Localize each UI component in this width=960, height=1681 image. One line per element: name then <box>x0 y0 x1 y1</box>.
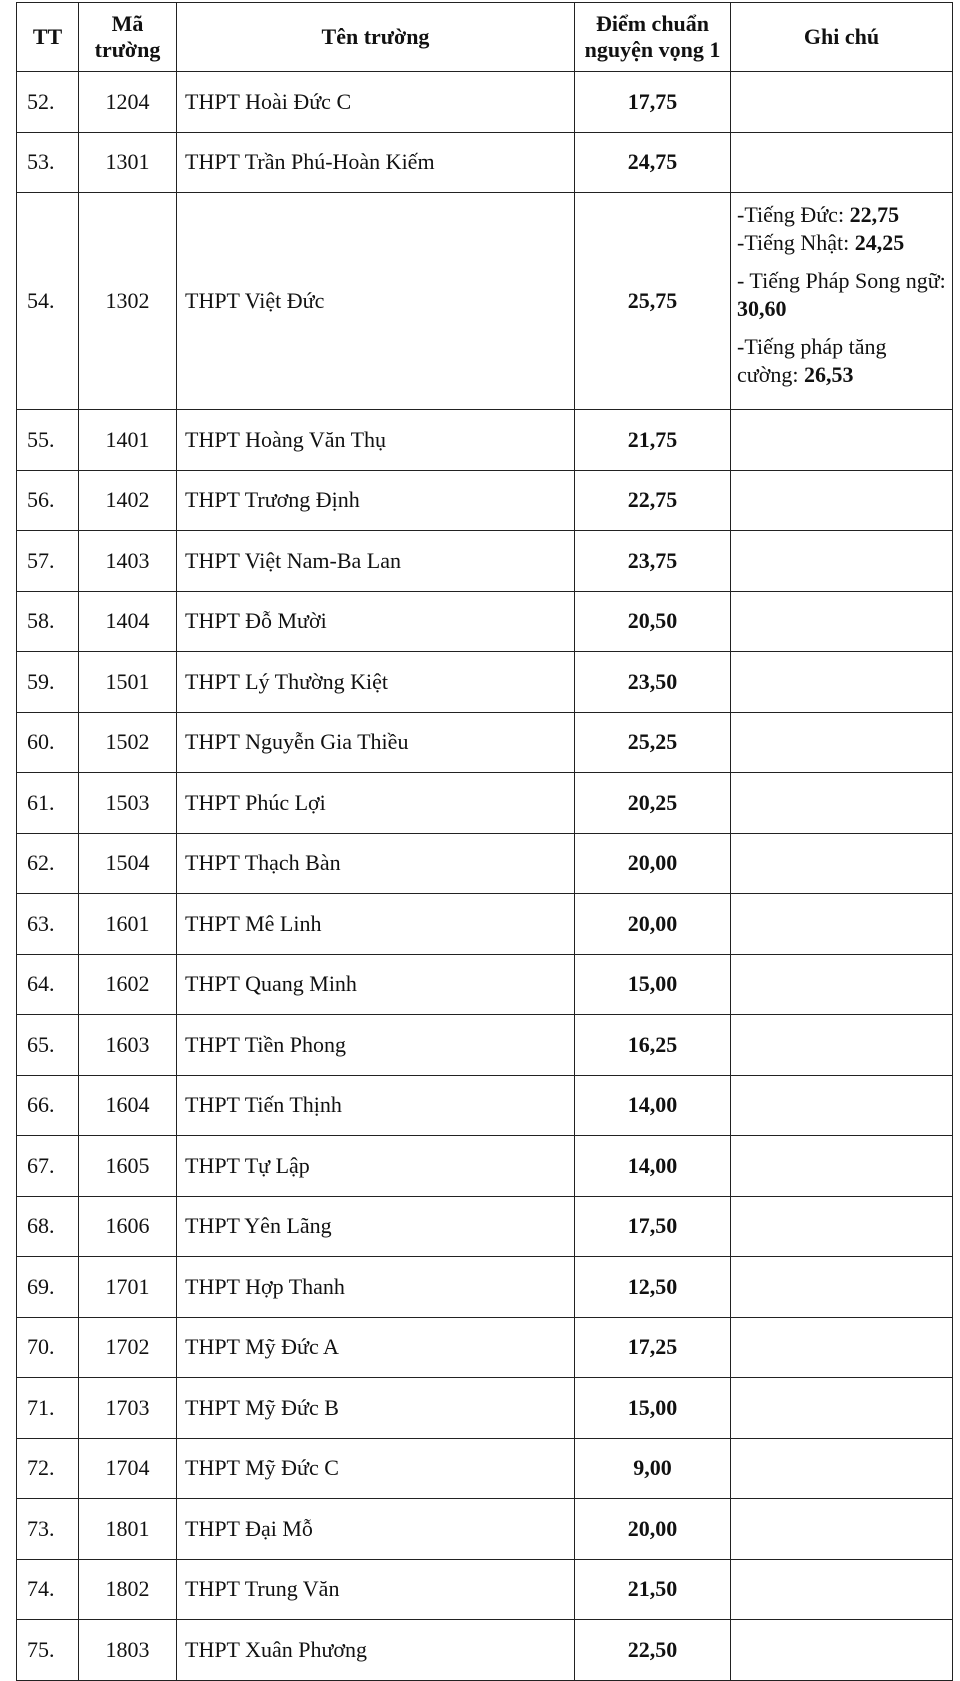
table-row <box>17 1499 953 1560</box>
row-number: 56. <box>17 470 79 531</box>
row-number: 54. <box>17 193 79 410</box>
cutoff-score: 14,00 <box>575 1075 731 1136</box>
row-number: 63. <box>17 894 79 955</box>
table-row <box>17 72 953 133</box>
school-name: THPT Trương Định <box>177 470 575 531</box>
note-cell <box>731 1378 953 1439</box>
note-cell <box>731 954 953 1015</box>
note-cell <box>731 1075 953 1136</box>
cutoff-score: 23,75 <box>575 531 731 592</box>
table-row <box>17 470 953 531</box>
school-code: 1502 <box>79 712 177 773</box>
row-number: 64. <box>17 954 79 1015</box>
note-line <box>737 333 946 389</box>
header-school-code-line2: trường <box>94 37 161 62</box>
school-code: 1504 <box>79 833 177 894</box>
header-note: Ghi chú <box>731 3 953 72</box>
note-line <box>737 229 946 257</box>
row-number: 70. <box>17 1317 79 1378</box>
row-number: 66. <box>17 1075 79 1136</box>
cutoff-score: 16,25 <box>575 1015 731 1076</box>
note-label: -Tiếng Nhật: <box>737 230 855 255</box>
school-name: THPT Mỹ Đức B <box>177 1378 575 1439</box>
header-cutoff-score-line1: Điểm chuẩn <box>595 11 710 36</box>
school-code: 1702 <box>79 1317 177 1378</box>
table-row <box>17 1378 953 1439</box>
note-label: - Tiếng Pháp Song ngữ: <box>737 268 946 293</box>
note-cell <box>731 531 953 592</box>
note-cell <box>731 193 953 410</box>
school-name: THPT Mê Linh <box>177 894 575 955</box>
table-body <box>17 72 953 1681</box>
cutoff-score: 22,75 <box>575 470 731 531</box>
school-code: 1301 <box>79 132 177 193</box>
note-cell <box>731 1196 953 1257</box>
table-row <box>17 1075 953 1136</box>
row-number: 60. <box>17 712 79 773</box>
cutoff-score: 23,50 <box>575 652 731 713</box>
cutoff-score: 24,75 <box>575 132 731 193</box>
note-cell <box>731 72 953 133</box>
school-name: THPT Xuân Phương <box>177 1620 575 1681</box>
note-cell <box>731 1438 953 1499</box>
row-number: 65. <box>17 1015 79 1076</box>
table-row <box>17 591 953 652</box>
admission-score-sheet <box>16 2 952 1681</box>
note-value: 30,60 <box>737 296 787 321</box>
school-name: THPT Tiền Phong <box>177 1015 575 1076</box>
table-row <box>17 833 953 894</box>
school-code: 1803 <box>79 1620 177 1681</box>
school-name: THPT Mỹ Đức A <box>177 1317 575 1378</box>
note-cell <box>731 1015 953 1076</box>
row-number: 69. <box>17 1257 79 1318</box>
note-line <box>737 267 946 323</box>
header-tt: TT <box>17 3 79 72</box>
school-code: 1802 <box>79 1559 177 1620</box>
admission-score-table <box>16 2 953 1681</box>
table-row <box>17 652 953 713</box>
header-school-code-line1: Mã <box>111 11 144 36</box>
table-header-row <box>17 3 953 72</box>
table-row <box>17 193 953 410</box>
school-code: 1605 <box>79 1136 177 1197</box>
cutoff-score: 15,00 <box>575 954 731 1015</box>
note-value: 24,25 <box>854 230 905 255</box>
row-number: 58. <box>17 591 79 652</box>
row-number: 68. <box>17 1196 79 1257</box>
row-number: 55. <box>17 410 79 471</box>
school-name: THPT Tiến Thịnh <box>177 1075 575 1136</box>
school-name: THPT Yên Lãng <box>177 1196 575 1257</box>
table-row <box>17 954 953 1015</box>
cutoff-score: 22,50 <box>575 1620 731 1681</box>
row-number: 75. <box>17 1620 79 1681</box>
school-code: 1503 <box>79 773 177 834</box>
school-name: THPT Quang Minh <box>177 954 575 1015</box>
school-code: 1501 <box>79 652 177 713</box>
row-number: 52. <box>17 72 79 133</box>
row-number: 73. <box>17 1499 79 1560</box>
cutoff-score: 20,25 <box>575 773 731 834</box>
cutoff-score: 17,25 <box>575 1317 731 1378</box>
cutoff-score: 12,50 <box>575 1257 731 1318</box>
table-row <box>17 1438 953 1499</box>
school-code: 1401 <box>79 410 177 471</box>
note-label: -Tiếng Đức: <box>737 202 850 227</box>
school-name: THPT Hoàng Văn Thụ <box>177 410 575 471</box>
header-school-code <box>79 3 177 72</box>
note-cell <box>731 1559 953 1620</box>
note-cell <box>731 1620 953 1681</box>
school-code: 1604 <box>79 1075 177 1136</box>
school-name: THPT Tự Lập <box>177 1136 575 1197</box>
school-code: 1606 <box>79 1196 177 1257</box>
table-row <box>17 1257 953 1318</box>
table-row <box>17 1620 953 1681</box>
note-cell <box>731 1499 953 1560</box>
cutoff-score: 20,50 <box>575 591 731 652</box>
cutoff-score: 21,75 <box>575 410 731 471</box>
note-value: 22,75 <box>849 202 900 227</box>
cutoff-score: 9,00 <box>575 1438 731 1499</box>
school-name: THPT Hợp Thanh <box>177 1257 575 1318</box>
cutoff-score: 14,00 <box>575 1136 731 1197</box>
table-row <box>17 1015 953 1076</box>
note-value: 26,53 <box>803 362 854 387</box>
school-name: THPT Mỹ Đức C <box>177 1438 575 1499</box>
school-name: THPT Hoài Đức C <box>177 72 575 133</box>
table-row <box>17 531 953 592</box>
school-code: 1703 <box>79 1378 177 1439</box>
cutoff-score: 15,00 <box>575 1378 731 1439</box>
cutoff-score: 17,50 <box>575 1196 731 1257</box>
header-cutoff-score-line2: nguyện vọng 1 <box>584 37 721 62</box>
school-code: 1602 <box>79 954 177 1015</box>
school-name: THPT Phúc Lợi <box>177 773 575 834</box>
row-number: 74. <box>17 1559 79 1620</box>
row-number: 59. <box>17 652 79 713</box>
school-name: THPT Lý Thường Kiệt <box>177 652 575 713</box>
school-code: 1704 <box>79 1438 177 1499</box>
row-number: 53. <box>17 132 79 193</box>
table-row <box>17 712 953 773</box>
note-cell <box>731 470 953 531</box>
row-number: 67. <box>17 1136 79 1197</box>
school-name: THPT Thạch Bàn <box>177 833 575 894</box>
note-cell <box>731 652 953 713</box>
row-number: 71. <box>17 1378 79 1439</box>
table-row <box>17 1317 953 1378</box>
school-code: 1404 <box>79 591 177 652</box>
school-name: THPT Trần Phú-Hoàn Kiếm <box>177 132 575 193</box>
school-code: 1403 <box>79 531 177 592</box>
note-cell <box>731 410 953 471</box>
table-row <box>17 132 953 193</box>
school-name: THPT Nguyễn Gia Thiều <box>177 712 575 773</box>
school-name: THPT Đỗ Mười <box>177 591 575 652</box>
school-name: THPT Việt Đức <box>177 193 575 410</box>
cutoff-score: 25,25 <box>575 712 731 773</box>
school-code: 1402 <box>79 470 177 531</box>
table-row <box>17 773 953 834</box>
note-cell <box>731 1136 953 1197</box>
cutoff-score: 25,75 <box>575 193 731 410</box>
table-row <box>17 1196 953 1257</box>
note-cell <box>731 1257 953 1318</box>
note-cell <box>731 1317 953 1378</box>
note-cell <box>731 712 953 773</box>
table-row <box>17 894 953 955</box>
cutoff-score: 17,75 <box>575 72 731 133</box>
note-line <box>737 201 946 229</box>
school-code: 1801 <box>79 1499 177 1560</box>
table-row <box>17 1136 953 1197</box>
note-cell <box>731 894 953 955</box>
header-cutoff-score <box>575 3 731 72</box>
row-number: 72. <box>17 1438 79 1499</box>
note-cell <box>731 833 953 894</box>
cutoff-score: 21,50 <box>575 1559 731 1620</box>
header-school-name: Tên trường <box>177 3 575 72</box>
note-cell <box>731 591 953 652</box>
school-code: 1302 <box>79 193 177 410</box>
table-row <box>17 1559 953 1620</box>
row-number: 62. <box>17 833 79 894</box>
row-number: 57. <box>17 531 79 592</box>
note-cell <box>731 132 953 193</box>
school-name: THPT Việt Nam-Ba Lan <box>177 531 575 592</box>
row-number: 61. <box>17 773 79 834</box>
cutoff-score: 20,00 <box>575 894 731 955</box>
school-name: THPT Đại Mỗ <box>177 1499 575 1560</box>
table-row <box>17 410 953 471</box>
school-code: 1701 <box>79 1257 177 1318</box>
note-cell <box>731 773 953 834</box>
cutoff-score: 20,00 <box>575 1499 731 1560</box>
school-code: 1204 <box>79 72 177 133</box>
school-code: 1603 <box>79 1015 177 1076</box>
cutoff-score: 20,00 <box>575 833 731 894</box>
note-label: -Tiếng pháp tăng cường: <box>737 334 887 387</box>
school-name: THPT Trung Văn <box>177 1559 575 1620</box>
school-code: 1601 <box>79 894 177 955</box>
